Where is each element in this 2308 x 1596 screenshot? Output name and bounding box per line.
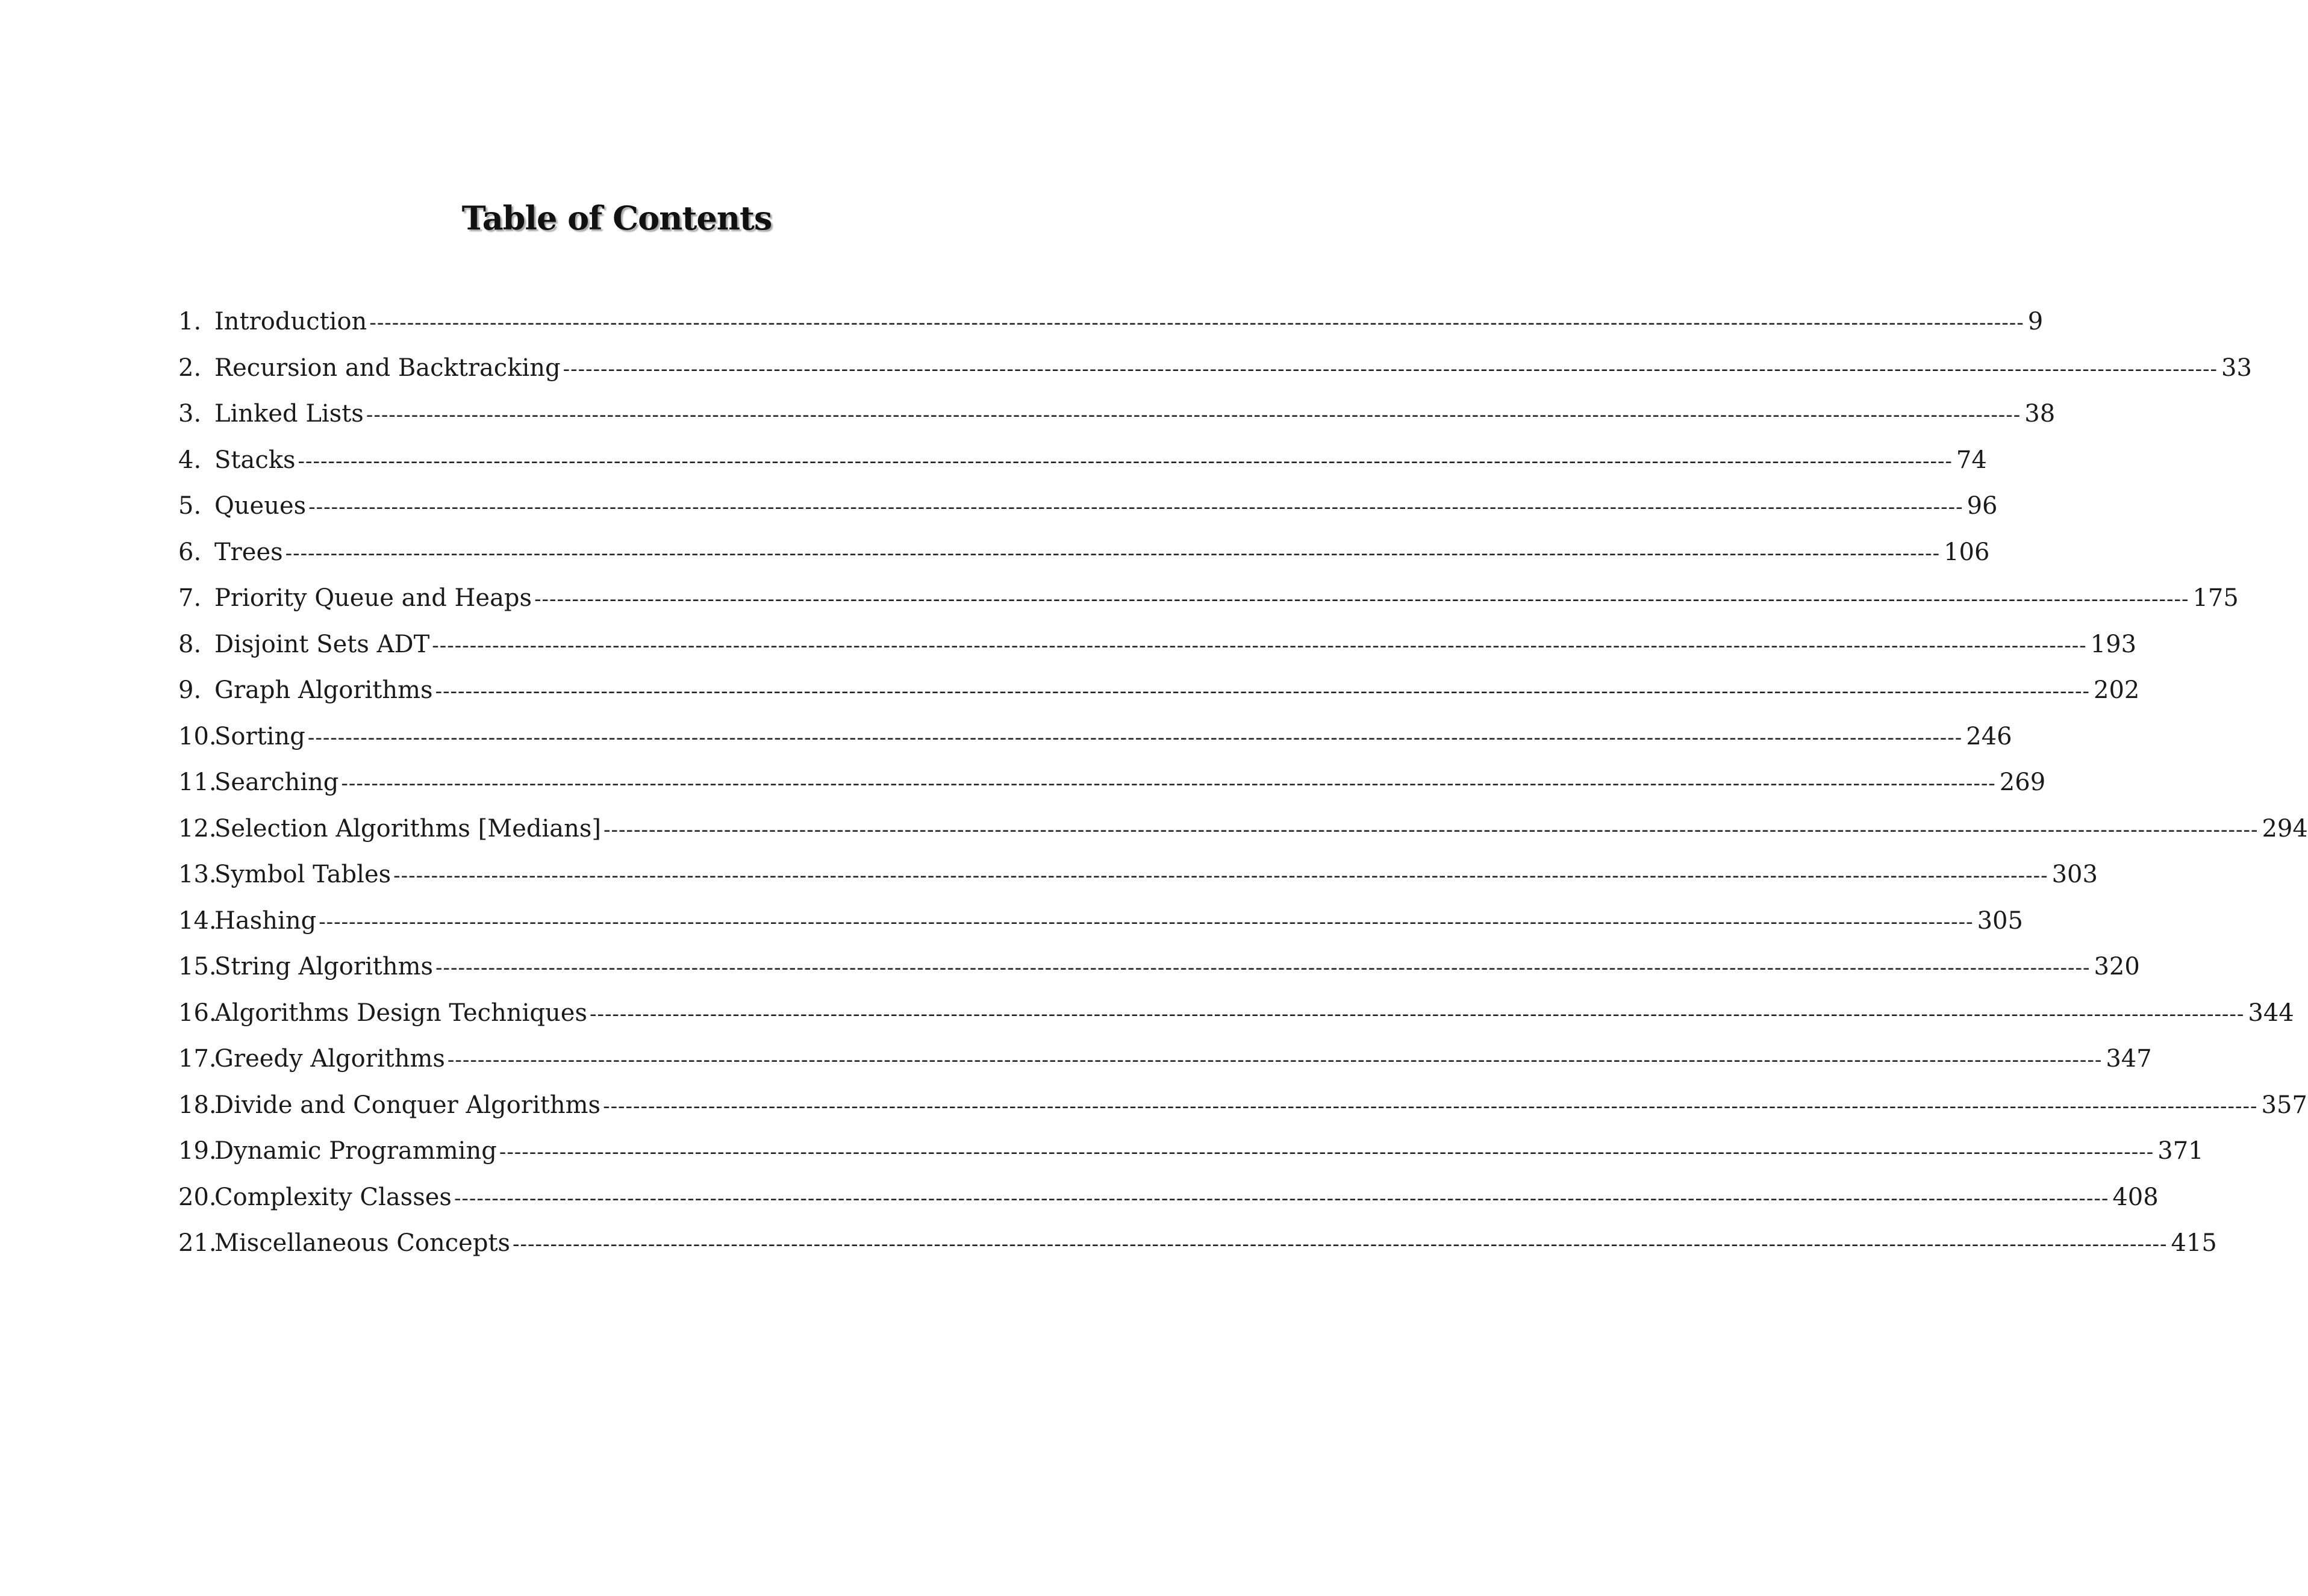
toc-entry-title: Disjoint Sets ADT [214,630,430,658]
toc-entry[interactable] [178,345,2252,391]
toc-entry[interactable] [178,852,2098,898]
toc-entry-title: Algorithms Design Techniques [214,999,587,1027]
toc-dash-leader: ---------------------------------------------------------------------------------------------------------------------------------------------------------------------------------------------------------------------------- [604,817,2259,842]
toc-entry-number: 11. [178,768,217,796]
toc-dash-leader: ---------------------------------------------------------------------------------------------------------------------------------------------------------------------------------------------------------------------------- [298,449,1953,473]
toc-entry[interactable] [178,622,2137,668]
toc-entry-title: Trees [214,538,283,566]
toc-entry-number: 17. [178,1045,217,1073]
toc-entry-page-number: 175 [2192,584,2239,612]
toc-entry-title: Searching [214,768,339,796]
toc-dash-leader: ---------------------------------------------------------------------------------------------------------------------------------------------------------------------------------------------------------------------------- [319,909,1974,934]
toc-entry-number: 21. [178,1229,217,1257]
toc-dash-leader: ---------------------------------------------------------------------------------------------------------------------------------------------------------------------------------------------------------------------------- [589,1002,2245,1026]
toc-entry-page-number: 357 [2261,1091,2307,1119]
toc-entry-number: 13. [178,861,217,888]
toc-entry-number: 15. [178,953,217,980]
toc-entry-page-number: 305 [1977,906,2023,935]
toc-dash-leader: ---------------------------------------------------------------------------------------------------------------------------------------------------------------------------------------------------------------------------- [603,1094,2258,1118]
toc-dash-leader: ---------------------------------------------------------------------------------------------------------------------------------------------------------------------------------------------------------------------------- [285,541,1941,566]
toc-dash-leader: ---------------------------------------------------------------------------------------------------------------------------------------------------------------------------------------------------------------------------- [513,1232,2168,1256]
toc-dash-leader: ---------------------------------------------------------------------------------------------------------------------------------------------------------------------------------------------------------------------------- [307,725,1963,750]
toc-entry-page-number: 202 [2094,676,2140,704]
toc-entry-page-number: 246 [1966,722,2012,750]
toc-entry-number: 5. [178,492,202,520]
toc-entry-number: 7. [178,584,202,612]
toc-entry-page-number: 38 [2024,400,2056,428]
toc-entry[interactable] [178,944,2140,990]
toc-entry-title: String Algorithms [214,953,434,980]
toc-entry-page-number: 320 [2094,953,2140,980]
toc-entry-title: Recursion and Backtracking [214,354,561,382]
toc-entry-page-number: 193 [2090,630,2137,658]
toc-entry[interactable] [178,1128,2204,1174]
toc-entry[interactable] [178,759,2046,806]
toc-entry[interactable] [178,437,1987,484]
toc-entry[interactable] [178,299,2044,345]
toc-entry[interactable] [178,391,2056,437]
toc-dash-leader: ---------------------------------------------------------------------------------------------------------------------------------------------------------------------------------------------------------------------------- [447,1048,2103,1072]
toc-dash-leader: ---------------------------------------------------------------------------------------------------------------------------------------------------------------------------------------------------------------------------- [563,357,2218,381]
toc-entry-number: 3. [178,400,202,428]
toc-entry[interactable] [178,483,1998,529]
toc-entry-number: 12. [178,814,217,843]
toc-entry-title: Stacks [214,446,296,474]
toc-entry-title: Complexity Classes [214,1183,452,1211]
toc-entry[interactable] [178,575,2239,622]
toc-entry-page-number: 96 [1966,492,1998,520]
toc-entry-number: 10. [178,722,217,750]
toc-entry-title: Introduction [214,308,367,335]
toc-entry-number: 6. [178,538,202,566]
toc-dash-leader: ---------------------------------------------------------------------------------------------------------------------------------------------------------------------------------------------------------------------------- [435,679,2090,703]
toc-dash-leader: ---------------------------------------------------------------------------------------------------------------------------------------------------------------------------------------------------------------------------- [308,495,1963,519]
toc-entry-page-number: 415 [2171,1229,2217,1257]
page-title: Table of Contents [461,199,772,237]
toc-entry-number: 2. [178,354,202,382]
toc-dash-leader: ---------------------------------------------------------------------------------------------------------------------------------------------------------------------------------------------------------------------------- [341,772,1996,796]
toc-entry[interactable] [178,714,2012,760]
toc-entry-title: Dynamic Programming [214,1137,497,1165]
toc-entry[interactable] [178,1174,2159,1221]
toc-dash-leader: ---------------------------------------------------------------------------------------------------------------------------------------------------------------------------------------------------------------------------- [454,1186,2109,1211]
toc-entry-title: Symbol Tables [214,861,391,888]
toc-dash-leader: ---------------------------------------------------------------------------------------------------------------------------------------------------------------------------------------------------------------------------- [499,1140,2154,1164]
toc-dash-leader: ---------------------------------------------------------------------------------------------------------------------------------------------------------------------------------------------------------------------------- [393,864,2048,888]
toc-entry-title: Sorting [214,722,305,750]
toc-entry-page-number: 9 [2027,308,2044,335]
toc-entry-title: Graph Algorithms [214,676,433,704]
toc-entry[interactable] [178,898,2023,944]
toc-entry-number: 1. [178,308,202,335]
toc-entry-page-number: 74 [1956,446,1987,474]
toc-entry-title: Selection Algorithms [Medians] [214,814,602,843]
toc-entry-page-number: 371 [2157,1137,2204,1165]
toc-dash-leader: ---------------------------------------------------------------------------------------------------------------------------------------------------------------------------------------------------------------------------- [369,311,2024,335]
toc-entry-title: Greedy Algorithms [214,1045,445,1073]
toc-entry-title: Linked Lists [214,400,364,428]
toc-dash-leader: ---------------------------------------------------------------------------------------------------------------------------------------------------------------------------------------------------------------------------- [534,587,2189,611]
toc-dash-leader: ---------------------------------------------------------------------------------------------------------------------------------------------------------------------------------------------------------------------------- [366,403,2021,427]
toc-entry[interactable] [178,990,2294,1036]
toc-entry-number: 18. [178,1091,217,1119]
toc-entry-title: Queues [214,492,307,520]
toc-entry-page-number: 347 [2106,1045,2152,1073]
toc-entry-page-number: 303 [2051,861,2098,888]
toc-entry-title: Miscellaneous Concepts [214,1229,511,1257]
toc-entry[interactable] [178,1082,2307,1129]
toc-entry[interactable] [178,667,2140,714]
toc-list [178,299,2308,1267]
toc-entry-number: 8. [178,630,202,658]
toc-entry[interactable] [178,1036,2152,1082]
toc-dash-leader: ---------------------------------------------------------------------------------------------------------------------------------------------------------------------------------------------------------------------------- [435,956,2091,980]
toc-entry-number: 20. [178,1183,217,1211]
toc-entry-number: 9. [178,676,202,704]
toc-entry-number: 19. [178,1137,217,1165]
toc-entry-page-number: 344 [2248,999,2294,1027]
toc-entry-number: 4. [178,446,202,474]
toc-entry-page-number: 269 [1999,768,2046,796]
toc-entry-page-number: 294 [2262,814,2308,843]
toc-entry-page-number: 408 [2112,1183,2159,1211]
toc-entry-title: Divide and Conquer Algorithms [214,1091,601,1119]
toc-entry[interactable] [178,1220,2217,1267]
toc-entry-title: Priority Queue and Heaps [214,584,532,612]
toc-entry-page-number: 33 [2221,354,2252,382]
toc-entry-number: 16. [178,999,217,1027]
toc-entry[interactable] [178,529,1990,576]
toc-entry[interactable] [178,806,2308,852]
toc-entry-page-number: 106 [1944,538,1990,566]
toc-dash-leader: ---------------------------------------------------------------------------------------------------------------------------------------------------------------------------------------------------------------------------- [432,633,2087,658]
toc-entry-number: 14. [178,906,217,935]
toc-entry-title: Hashing [214,906,317,935]
